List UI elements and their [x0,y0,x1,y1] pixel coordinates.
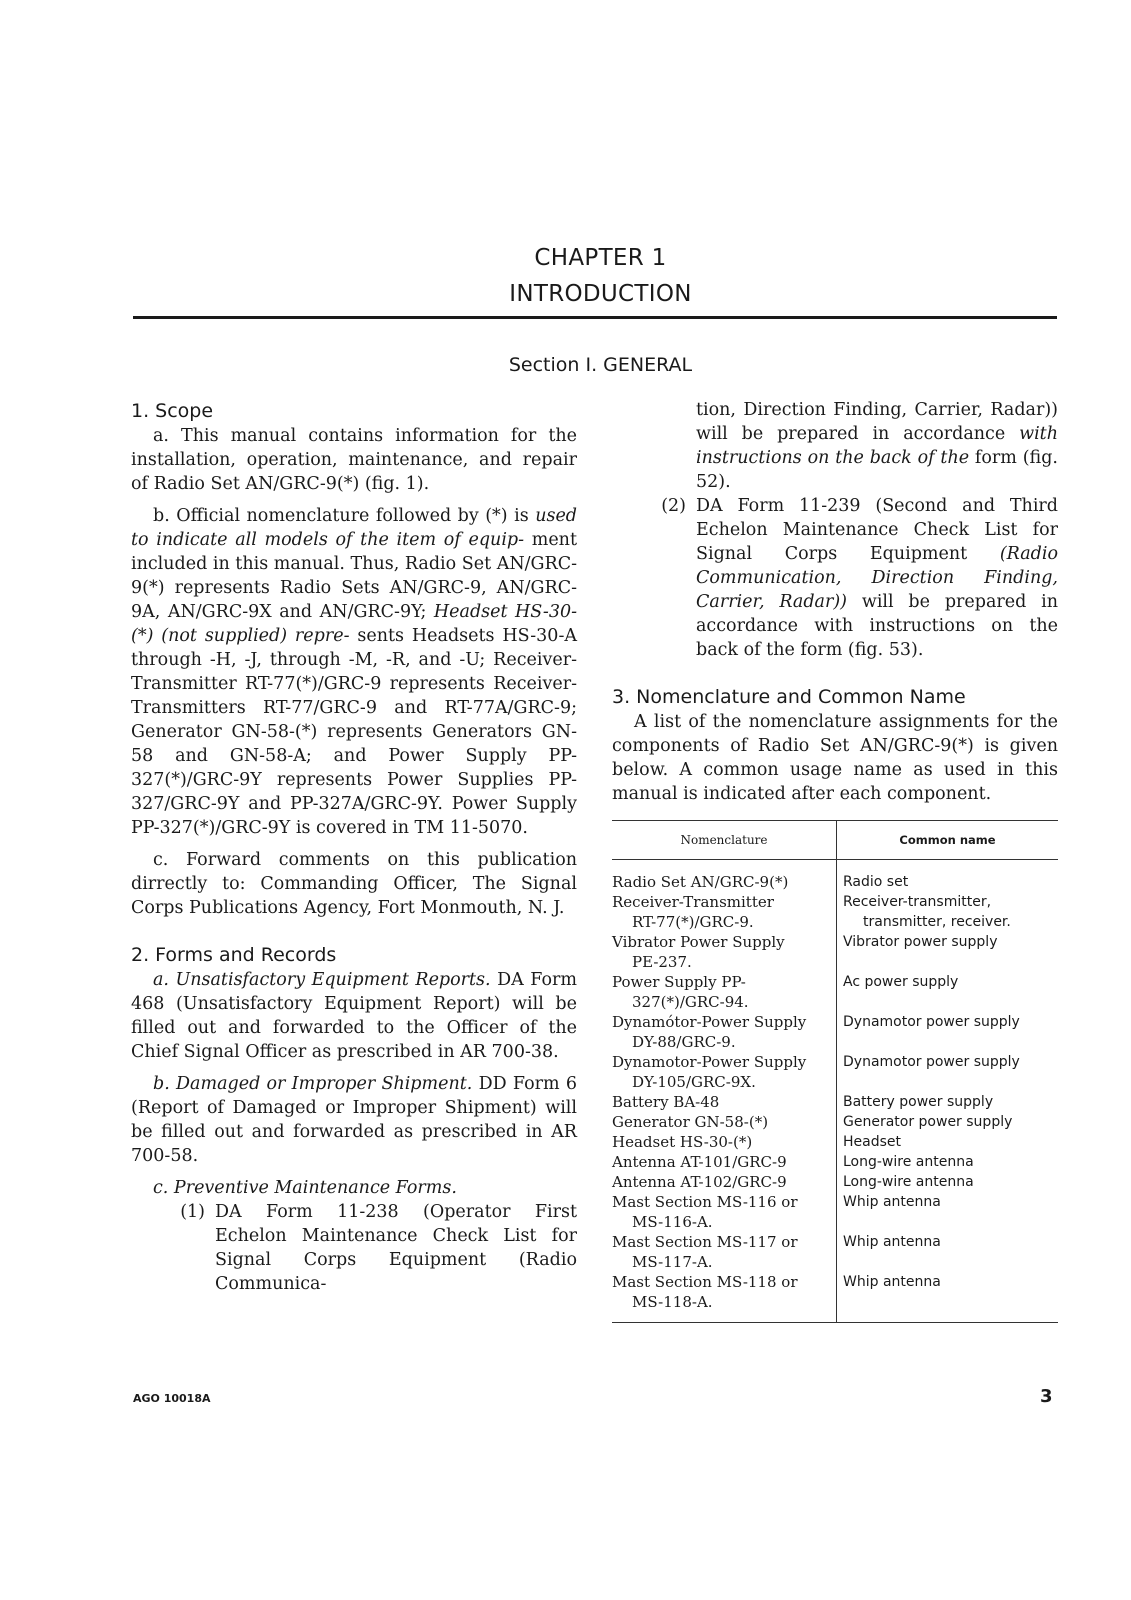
nomenclature-cell [612,1132,837,1152]
forms-item-2 [612,494,1058,662]
forms-item-2-number: (2) [661,496,686,516]
nomenclature-text-cont: MS-117-A. [632,1253,713,1271]
nomenclature-text-cont: DY-105/GRC-9X. [632,1073,756,1091]
nomenclature-cell [612,1192,837,1232]
scope-para-b [131,504,577,840]
nomenclature-cell [612,1152,837,1172]
nomenclature-text: Headset HS-30-(*) [612,1133,753,1151]
scope-para-a: a. This manual contains information for the installation, operation, maintenance, and repair of Radio Set AN/GRC-9(*) (fig. 1). [131,426,577,494]
common-name-text: Ac power supply [843,974,959,990]
page-number: 3 [1040,1386,1053,1407]
forms-a-text: DA Form 468 (Unsatisfactory Equipment Report) will be filled out and forwarded to the Officer of the Chief Signal Officer as prescribed in AR 700-38. [131,970,577,1062]
nomenclature-cell [612,1092,837,1112]
nomenclature-text: Radio Set AN/GRC-9(*) [612,873,789,891]
nomenclature-text: Generator GN-58-(*) [612,1113,769,1131]
nomenclature-text-cont: RT-77(*)/GRC-9. [632,913,754,931]
common-name-text: Whip antenna [843,1234,941,1250]
scope-b-italic: used to indicate all models of the item of equip- [131,506,577,550]
nomenclature-text: Vibrator Power Supply [612,933,785,951]
forms-a-title: a. Unsatisfactory Equipment Reports. [153,970,491,990]
forms-c-title: c. Preventive Maintenance Forms. [153,1178,457,1198]
scope-b-rest1: ment included in this manual. Thus, Radio Set AN/GRC-9(*) represents Radio Sets AN/GRC-9, AN/GRC-9A, AN/GRC-9X and AN/GRC-9Y; [131,530,577,622]
forms-item-2-text-a: DA Form 11-239 (Second and Third Echelon Maintenance Check List for Signal Corps Equipment [696,496,1058,564]
nomenclature-text: Mast Section MS-116 or [612,1193,798,1211]
common-name-cell [837,932,1059,972]
nomenclature-text: Dynamótor-Power Supply [612,1013,807,1031]
table-row [612,1152,1058,1172]
chapter-number: CHAPTER 1 [534,245,667,271]
table-row [612,1092,1058,1112]
forms-item-1-cont-a: tion, Direction Finding, Carrier, Radar)) will be prepared in accordance [696,400,1058,444]
common-name-cell [837,1172,1059,1192]
forms-para-b [131,1072,577,1168]
section-title: Section I. GENERAL [508,354,693,376]
forms-b-text: DD Form 6 (Report of Damaged or Improper Shipment) will be filled out and forwarded as prescribed in AR 700-58. [131,1074,577,1166]
right-column [612,398,1058,1323]
footer-code: AGO 10018A [133,1392,211,1405]
nomenclature-text: Battery BA-48 [612,1093,720,1111]
forms-para-a [131,968,577,1064]
nomenclature-text: Dynamotor-Power Supply [612,1053,807,1071]
nomenclature-cell [612,1052,837,1092]
scope-para-c: c. Forward comments on this publication dirrectly to: Commanding Officer, The Signal Corps Publications Agency, Fort Monmouth, N. J. [131,850,577,918]
nomenclature-text: Antenna AT-101/GRC-9 [612,1153,787,1171]
forms-heading: 2. Forms and Records [131,944,337,966]
common-name-cell [837,1152,1059,1172]
scope-b-rest2: sents Headsets HS-30-A through -H, -J, through -M, -R, and -U; Receiver-Transmitter RT-77(*)/GRC-9 represents Receiver-Transmitters RT-77/GRC-9 and RT-77A/GRC-9; Generator GN-58-(*) represents Generators GN-58 and GN-58-A; and Power Supply PP-327(*)/GRC-9Y represents Power Supplies PP-327/GRC-9Y and PP-327A/GRC-9Y. Power Supply PP-327(*)/GRC-9Y is covered in TM 11-5070. [131,626,577,838]
nomenclature-cell [612,1172,837,1192]
nomenclature-text: Antenna AT-102/GRC-9 [612,1173,787,1191]
common-name-text: Long-wire antenna [843,1154,974,1170]
common-name-text: Long-wire antenna [843,1174,974,1190]
common-name-text: Whip antenna [843,1274,941,1290]
nomenclature-table [612,820,1058,1323]
forms-item-1-cont-c: form (fig. 52). [696,448,1058,492]
nomenclature-cell [612,1012,837,1052]
nomenclature-text: Receiver-Transmitter [612,893,774,911]
table-row [612,892,1058,932]
common-name-text: Generator power supply [843,1114,1013,1130]
nomenclature-text-cont: MS-118-A. [632,1293,713,1311]
table-row [612,1172,1058,1192]
nomenclature-text-cont: MS-116-A. [632,1213,713,1231]
common-name-cell [837,1192,1059,1232]
table-row [612,1132,1058,1152]
section-heading [0,354,1131,376]
common-name-text: Headset [843,1134,902,1150]
left-column [131,398,577,1296]
common-name-text: Dynamotor power supply [843,1054,1020,1070]
forms-item-1-continued [612,398,1058,494]
nomenclature-intro: A list of the nomenclature assignments for the components of Radio Set AN/GRC-9(*) is given below. A common usage name as used in this manual is indicated after each component. [612,712,1058,804]
nomenclature-text: Mast Section MS-117 or [612,1233,798,1251]
table-row [612,860,1058,893]
chapter-heading [0,240,1131,312]
nomenclature-cell [612,1112,837,1132]
common-name-cell [837,1112,1059,1132]
common-name-cell [837,972,1059,1012]
forms-item-1-cont-b: with instructions on the back of the [696,424,1058,468]
common-name-cell [837,1092,1059,1112]
table-body [612,860,1058,1323]
scope-b-start: b. Official nomenclature followed by (*) is [153,506,529,526]
common-name-text: Dynamotor power supply [843,1014,1020,1030]
table-row [612,1232,1058,1272]
nomenclature-cell [612,892,837,932]
nomenclature-cell [612,860,837,893]
scope-heading: 1. Scope [131,400,214,422]
table-row [612,932,1058,972]
forms-item-2-text [696,494,1058,662]
nomenclature-heading: 3. Nomenclature and Common Name [612,686,966,708]
nomenclature-text-cont: DY-88/GRC-9. [632,1033,736,1051]
table-row [612,1192,1058,1232]
forms-item-1 [131,1200,577,1296]
table-row [612,1012,1058,1052]
nomenclature-cell [612,972,837,1012]
table-row [612,972,1058,1012]
chapter-title: INTRODUCTION [509,281,692,307]
nomenclature-text-cont: PE-237. [632,953,692,971]
common-name-cell [837,1132,1059,1152]
common-name-text: Vibrator power supply [843,934,998,950]
forms-b-title: b. Damaged or Improper Shipment. [153,1074,473,1094]
forms-item-1-number: (1) [180,1202,205,1222]
common-name-text: Battery power supply [843,1094,994,1110]
heading-rule [133,316,1057,319]
forms-para-c [131,1176,577,1200]
common-name-text: Radio set [843,874,909,890]
forms-item-2-text-b: (Radio Communication, Direction Finding, Carrier, Radar)) [696,544,1058,612]
common-name-cell [837,860,1059,893]
common-name-text-cont: transmitter, receiver. [863,914,1011,930]
header-common-name: Common name [837,821,1059,860]
table-row [612,1272,1058,1323]
table-row [612,1052,1058,1092]
common-name-cell [837,1272,1059,1323]
nomenclature-cell [612,1232,837,1272]
nomenclature-cell [612,1272,837,1323]
forms-item-2-text-c: will be prepared in accordance with instructions on the back of the form (fig. 53). [696,592,1058,660]
nomenclature-cell [612,932,837,972]
nomenclature-text: Mast Section MS-118 or [612,1273,798,1291]
nomenclature-text-cont: 327(*)/GRC-94. [632,993,749,1011]
common-name-cell [837,1052,1059,1092]
table-row [612,1112,1058,1132]
common-name-text: Receiver-transmitter, [843,894,992,910]
forms-item-1-text: DA Form 11-238 (Operator First Echelon Maintenance Check List for Signal Corps Equipment (Radio Communica- [215,1202,577,1294]
common-name-cell [837,1012,1059,1052]
scope-b-headset: Headset HS-30-(*) (not supplied) repre- [131,602,577,646]
common-name-cell [837,1232,1059,1272]
nomenclature-text: Power Supply PP- [612,973,746,991]
header-nomenclature: Nomenclature [612,821,837,860]
common-name-cell [837,892,1059,932]
common-name-text: Whip antenna [843,1194,941,1210]
table-header-row [612,821,1058,860]
